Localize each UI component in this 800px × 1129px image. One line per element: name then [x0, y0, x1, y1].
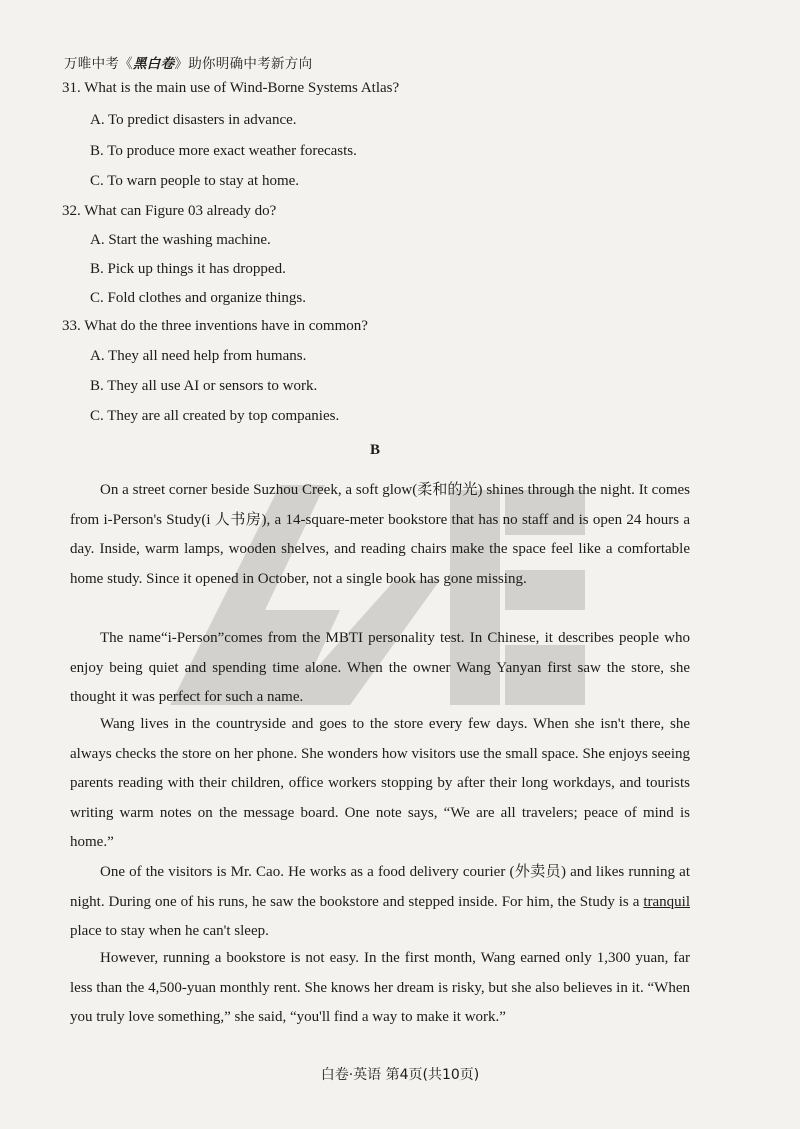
running-header	[64, 52, 312, 72]
header-suffix: 》助你明确中考新方向	[174, 56, 313, 72]
paragraph-4-text-after: place to stay when he can't sleep.	[70, 923, 269, 939]
question-32-option-b: B. Pick up things it has dropped.	[90, 261, 286, 277]
question-31-stem: 31. What is the main use of Wind-Borne Systems Atlas?	[62, 80, 400, 96]
question-31-option-a: A. To predict disasters in advance.	[90, 112, 297, 128]
question-33-option-c: C. They are all created by top companies.	[90, 408, 340, 424]
question-31-option-b: B. To produce more exact weather forecasts.	[90, 143, 357, 159]
question-33-option-b: B. They all use AI or sensors to work.	[90, 378, 318, 394]
passage-paragraph-2: The name“i-Person”comes from the MBTI personality test. In Chinese, it describes people who enjoy being quiet and spending time alone. When the owner Wang Yanyan first saw the store, she thought it was perfect for such a name.	[70, 630, 690, 705]
passage-paragraph-1: On a street corner beside Suzhou Creek, a soft glow(柔和的光) shines through the night. It comes from i-Person's Study(i 人书房), a 14-square-meter bookstore that has no staff and is open 24 hours a day. Inside, warm lamps, wooden shelves, and reading chairs make the space feel like a comfortable home study. Since it opened in October, not a single book has gone missing.	[70, 482, 690, 587]
section-label: B	[370, 442, 381, 458]
question-32-option-a: A. Start the washing machine.	[90, 232, 271, 248]
header-prefix: 万唯中考《	[64, 56, 133, 72]
passage-paragraph-3: Wang lives in the countryside and goes to the store every few days. When she isn't there, she always checks the store on her phone. She wonders how visitors use the small space. She enjoys seeing parents reading with their children, office workers stopping by after their long workdays, and tourists writing warm notes on the message board. One note says, “We are all travelers; peace of mind is home.”	[70, 716, 690, 850]
question-33-option-a: A. They all need help from humans.	[90, 348, 307, 364]
question-32-option-c: C. Fold clothes and organize things.	[90, 290, 306, 306]
passage-paragraph-4	[70, 858, 690, 947]
page-footer: 白卷·英语 第4页(共10页)	[320, 1067, 480, 1083]
underlined-word: tranquil	[643, 893, 690, 910]
question-32-stem: 32. What can Figure 03 already do?	[62, 203, 277, 219]
passage-paragraph-5: However, running a bookstore is not easy. In the first month, Wang earned only 1,300 yuan, far less than the 4,500-yuan monthly rent. She knows her dream is risky, but she also believes in it. “When you truly love something,” she said, “you'll find a way to make it work.”	[70, 950, 690, 1025]
paragraph-4-text-before: One of the visitors is Mr. Cao. He works as a food delivery courier (外卖员) and likes running at night. During one of his runs, he saw the bookstore and stepped inside. For him, the Study is a	[70, 864, 690, 910]
question-31-option-c: C. To warn people to stay at home.	[90, 173, 300, 189]
header-brand: 黑白卷	[133, 56, 175, 72]
question-33-stem: 33. What do the three inventions have in common?	[62, 318, 368, 334]
